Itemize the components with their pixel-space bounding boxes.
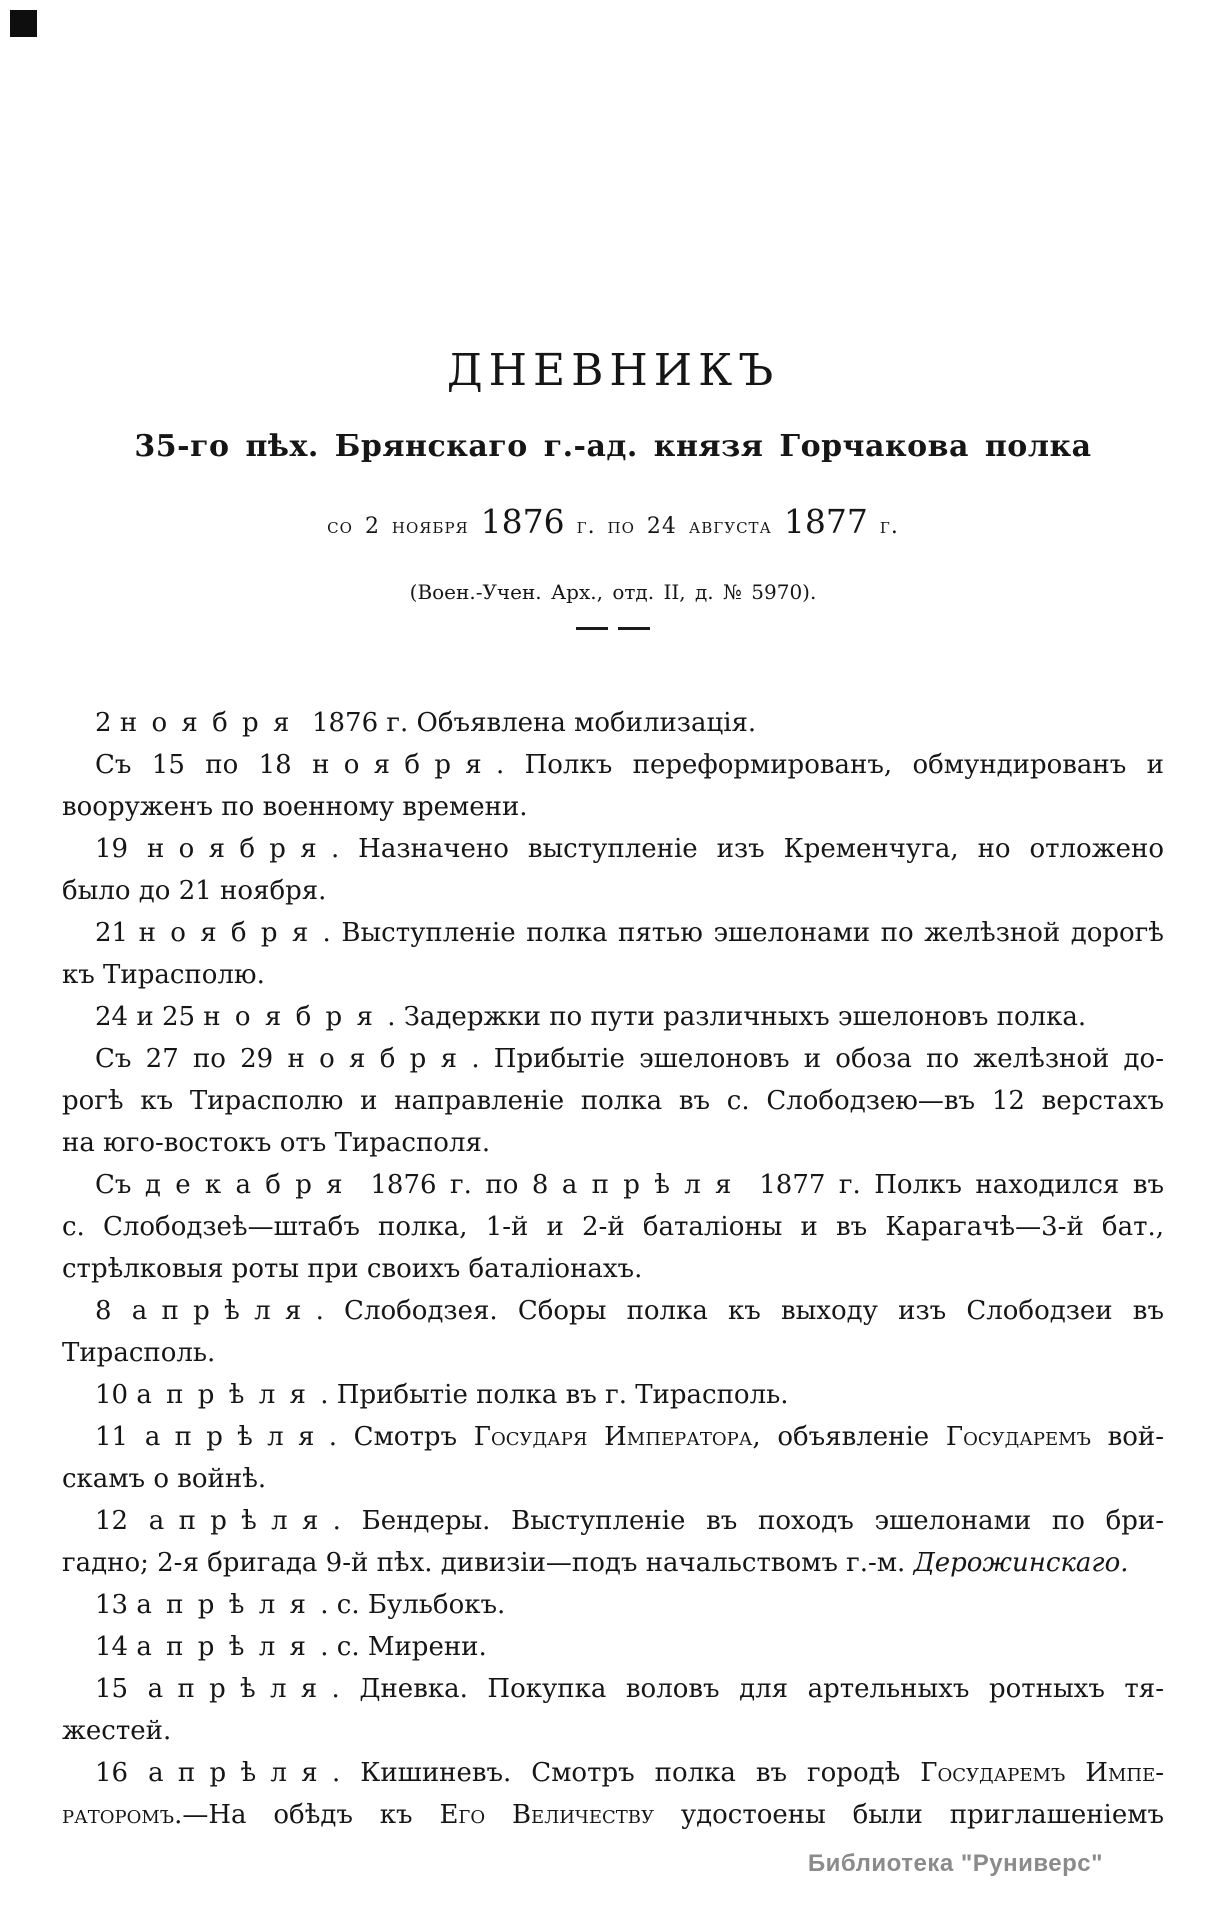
text-segment-sp: апрѣля <box>148 1758 332 1788</box>
scan-corner-mark <box>10 10 37 37</box>
text-segment-sp: апрѣля <box>148 1506 333 1536</box>
text-segment-n: 1876 г. Объявлена мобилизація. <box>303 708 757 738</box>
text-segment-n: . Выступленіе полка пятью эшелонами по желѣзной дорогѣ <box>322 918 1164 948</box>
text-segment-sc: Государя Императора <box>473 1422 753 1452</box>
page-subtitle: 35-го пѣх. Брянскаго г.-ад. князя Горчакова полка <box>134 429 1092 464</box>
text-segment-sc: г. по 24 августа <box>564 514 784 539</box>
text-segment-sc: Государемъ Импе- <box>920 1758 1164 1788</box>
text-segment-it: Дерожинскаго. <box>913 1548 1129 1578</box>
text-segment-n: 16 <box>95 1758 149 1788</box>
text-segment-n: 1876 г. по 8 <box>356 1170 562 1200</box>
body-line <box>62 1206 1164 1248</box>
body-line <box>62 1668 1164 1710</box>
text-segment-sp: ноября <box>203 1002 388 1032</box>
text-segment-sp: апрѣля <box>561 1170 746 1200</box>
text-segment-n: скамъ о войнѣ. <box>62 1464 267 1494</box>
text-segment-sp: апрѣля <box>147 1674 332 1704</box>
text-segment-n: 2 <box>95 708 120 738</box>
text-segment-sc: раторомъ <box>62 1800 175 1830</box>
text-segment-n: рогѣ къ Тирасполю и направленіе полка въ с. Слободзею—въ 12 верстахъ <box>62 1086 1164 1116</box>
archive-reference: (Воен.-Учен. Арх., отд. II, д. № 5970). <box>409 580 817 604</box>
text-segment-n: .—На обѣдъ къ <box>174 1800 440 1830</box>
text-segment-n: 10 <box>95 1380 137 1410</box>
text-segment-n: . Задержки по пути различныхъ эшелоновъ полка. <box>387 1002 1087 1032</box>
text-segment-n: . Дневка. Покупка воловъ для артельныхъ ротныхъ тя- <box>331 1674 1164 1704</box>
body-line <box>62 1500 1164 1542</box>
text-segment-n: . Смотръ <box>328 1422 474 1452</box>
body-line <box>62 1248 1164 1290</box>
page-content <box>0 345 1224 1836</box>
text-segment-n: . с. Бульбокъ. <box>320 1590 506 1620</box>
body-line <box>62 744 1164 786</box>
text-segment-n: на юго-востокъ отъ Тирасполя. <box>62 1128 491 1158</box>
body-line <box>62 1626 1164 1668</box>
text-segment-n: 14 <box>95 1632 137 1662</box>
text-segment-n: вой- <box>1090 1422 1164 1452</box>
text-segment-n: Съ <box>95 1170 145 1200</box>
diary-entries <box>62 702 1164 1836</box>
body-line <box>62 954 1164 996</box>
text-segment-sc: г. <box>867 514 899 539</box>
text-segment-sp: ноября <box>287 1044 472 1074</box>
body-line <box>62 1374 1164 1416</box>
text-segment-sp: ноября <box>312 750 496 780</box>
text-segment-n: Съ 15 по 18 <box>95 750 313 780</box>
text-segment-n: . с. Мирени. <box>320 1632 487 1662</box>
body-line <box>62 1710 1164 1752</box>
body-line <box>62 870 1164 912</box>
body-line <box>62 1332 1164 1374</box>
text-segment-n: вооруженъ по военному времени. <box>62 792 528 822</box>
text-segment-sp: декабря <box>144 1170 357 1200</box>
text-segment-n: удостоены были приглашеніемъ <box>653 1800 1164 1830</box>
library-watermark: Библиотека "Руниверс" <box>807 1850 1103 1877</box>
text-segment-n: гадно; 2-я бригада 9-й пѣх. дивизіи—подъ начальствомъ г.-м. <box>62 1548 914 1578</box>
text-segment-n: 19 <box>95 834 148 864</box>
body-line <box>62 1038 1164 1080</box>
text-segment-n: стрѣлковыя роты при своихъ баталіонахъ. <box>62 1254 643 1284</box>
text-segment-n: . Слободзея. Сборы полка къ выходу изъ Слободзеи въ <box>315 1296 1164 1326</box>
text-segment-n: . Бендеры. Выступленіе въ походъ эшелонами по бри- <box>332 1506 1164 1536</box>
text-segment-yr: 1876 <box>480 502 565 541</box>
body-line <box>62 1122 1164 1164</box>
text-segment-yr: 1877 <box>783 502 868 541</box>
body-line <box>62 1416 1164 1458</box>
body-line <box>62 1584 1164 1626</box>
body-line <box>62 1794 1164 1836</box>
body-line <box>62 828 1164 870</box>
text-segment-n: Съ 27 по 29 <box>95 1044 288 1074</box>
text-segment-n: 8 <box>95 1296 132 1326</box>
text-segment-sc: Государемъ <box>945 1422 1091 1452</box>
body-line <box>62 1542 1164 1584</box>
text-segment-n: . Кишиневъ. Смотръ полка въ городѣ <box>331 1758 921 1788</box>
section-divider <box>576 627 650 630</box>
text-segment-n: 1877 г. Полкъ находился въ <box>745 1170 1164 1200</box>
text-segment-n: с. Слободзеѣ—штабъ полка, 1-й и 2-й баталіоны и въ Карагачѣ—3-й бат., <box>62 1212 1164 1242</box>
text-segment-n: , объявленіе <box>752 1422 946 1452</box>
text-segment-sp: апрѣля <box>136 1590 321 1620</box>
body-line <box>62 1290 1164 1332</box>
text-segment-n: . Полкъ переформированъ, обмундированъ и <box>495 750 1164 780</box>
date-range-line <box>62 504 1164 545</box>
text-segment-n: . Прибытіе эшелоновъ и обоза по желѣзной до- <box>471 1044 1164 1074</box>
body-line <box>62 702 1164 744</box>
text-segment-n: . Назначено выступленіе изъ Кременчуга, но отложено <box>330 834 1164 864</box>
text-segment-sp: апрѣля <box>136 1380 321 1410</box>
text-segment-n: 15 <box>95 1674 148 1704</box>
text-segment-sp: ноября <box>147 834 331 864</box>
text-segment-sp: апрѣля <box>136 1632 321 1662</box>
text-segment-n: было до 21 ноября. <box>62 876 327 906</box>
text-segment-n: къ Тирасполю. <box>62 960 265 990</box>
text-segment-n: 11 <box>95 1422 145 1452</box>
text-segment-sp: апрѣля <box>144 1422 329 1452</box>
text-segment-n: 24 и 25 <box>95 1002 204 1032</box>
text-segment-sp: ноября <box>138 918 323 948</box>
body-line <box>62 1080 1164 1122</box>
text-segment-sc: Его Величеству <box>439 1800 654 1830</box>
text-segment-sp: ноября <box>119 708 304 738</box>
body-line <box>62 786 1164 828</box>
text-segment-sc: со 2 ноября <box>327 514 481 539</box>
text-segment-n: 21 <box>95 918 139 948</box>
text-segment-sp: апрѣля <box>131 1296 316 1326</box>
body-line <box>62 996 1164 1038</box>
text-segment-n: 12 <box>95 1506 149 1536</box>
page-title: ДНЕВНИКЪ <box>446 345 780 396</box>
body-line <box>62 1164 1164 1206</box>
body-line <box>62 1752 1164 1794</box>
text-segment-n: 13 <box>95 1590 137 1620</box>
text-segment-n: . Прибытіе полка въ г. Тирасполь. <box>320 1380 789 1410</box>
body-line <box>62 1458 1164 1500</box>
body-line <box>62 912 1164 954</box>
text-segment-n: Тирасполь. <box>62 1338 216 1368</box>
text-segment-n: жестей. <box>62 1716 172 1746</box>
